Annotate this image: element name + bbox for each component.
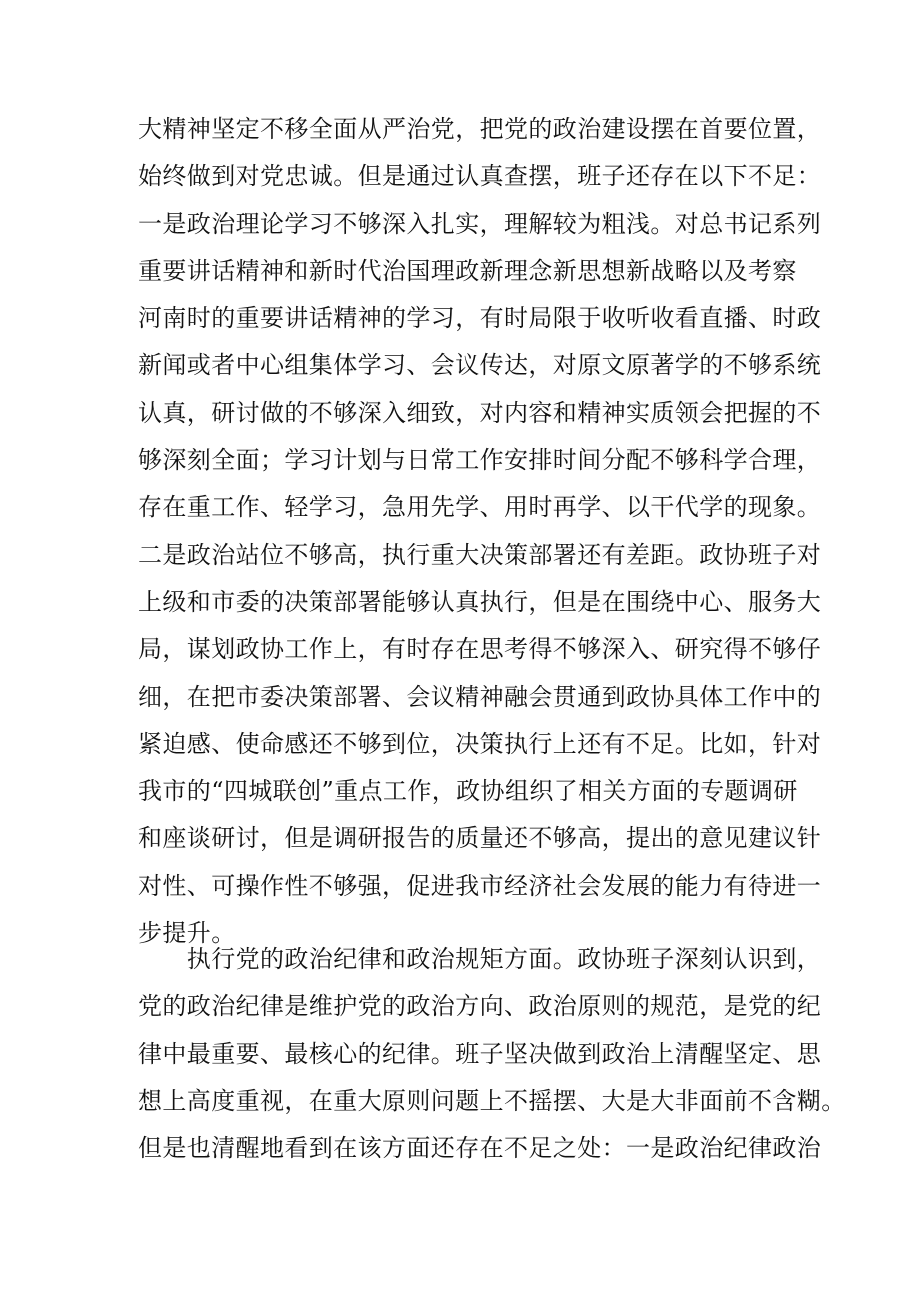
text-line: 细，在把市委决策部署、会议精神融会贯通到政协具体工作中的 xyxy=(138,682,822,711)
paragraph-political-discipline xyxy=(138,936,846,1172)
text-line: 上级和市委的决策部署能够认真执行，但是在围绕中心、服务大 xyxy=(138,587,822,616)
text-line: 存在重工作、轻学习，急用先学、用时再学、以干代学的现象。 xyxy=(138,493,822,522)
text-line: 始终做到对党忠诚。但是通过认真查摆，班子还存在以下不足： xyxy=(138,162,822,191)
text-line: 紧迫感、使命感还不够到位，决策执行上还有不足。比如，针对 xyxy=(138,729,822,758)
text-line: 和座谈研讨，但是调研报告的质量还不够高，提出的意见建议针 xyxy=(138,824,822,853)
text-line: 步提升。 xyxy=(138,919,236,948)
text-line: 想上高度重视，在重大原则问题上不摇摆、大是大非面前不含糊。 xyxy=(138,1086,846,1115)
text-line: 局，谋划政协工作上，有时存在思考得不够深入、研究得不够仔 xyxy=(138,635,822,664)
text-line: 对性、可操作性不够强，促进我市经济社会发展的能力有待进一 xyxy=(138,871,822,900)
text-line: 河南时的重要讲话精神的学习，有时局限于收听收看直播、时政 xyxy=(138,304,822,333)
text-line: 新闻或者中心组集体学习、会议传达，对原文原著学的不够系统 xyxy=(138,351,822,380)
text-line: 我市的“四城联创”重点工作，政协组织了相关方面的专题调研 xyxy=(138,777,798,806)
text-line: 一是政治理论学习不够深入扎实，理解较为粗浅。对总书记系列 xyxy=(138,209,822,238)
text-line: 二是政治站位不够高，执行重大决策部署还有差距。政协班子对 xyxy=(138,540,822,569)
text-line: 重要讲话精神和新时代治国理政新理念新思想新战略以及考察 xyxy=(138,256,797,285)
text-line: 党的政治纪律是维护党的政治方向、政治原则的规范，是党的纪 xyxy=(138,992,822,1021)
text-line: 但是也清醒地看到在该方面还存在不足之处：一是政治纪律政治 xyxy=(138,1134,822,1163)
text-line: 认真，研讨做的不够深入细致，对内容和精神实质领会把握的不 xyxy=(138,398,822,427)
text-line: 执行党的政治纪律和政治规矩方面。政协班子深刻认识到， xyxy=(138,945,822,973)
text-line: 律中最重要、最核心的纪律。班子坚决做到政治上清醒坚定、思 xyxy=(138,1039,822,1068)
text-line: 够深刻全面；学习计划与日常工作安排时间分配不够科学合理， xyxy=(138,446,822,475)
text-line: 大精神坚定不移全面从严治党，把党的政治建设摆在首要位置， xyxy=(138,115,822,143)
paragraph-political-study xyxy=(138,106,822,957)
